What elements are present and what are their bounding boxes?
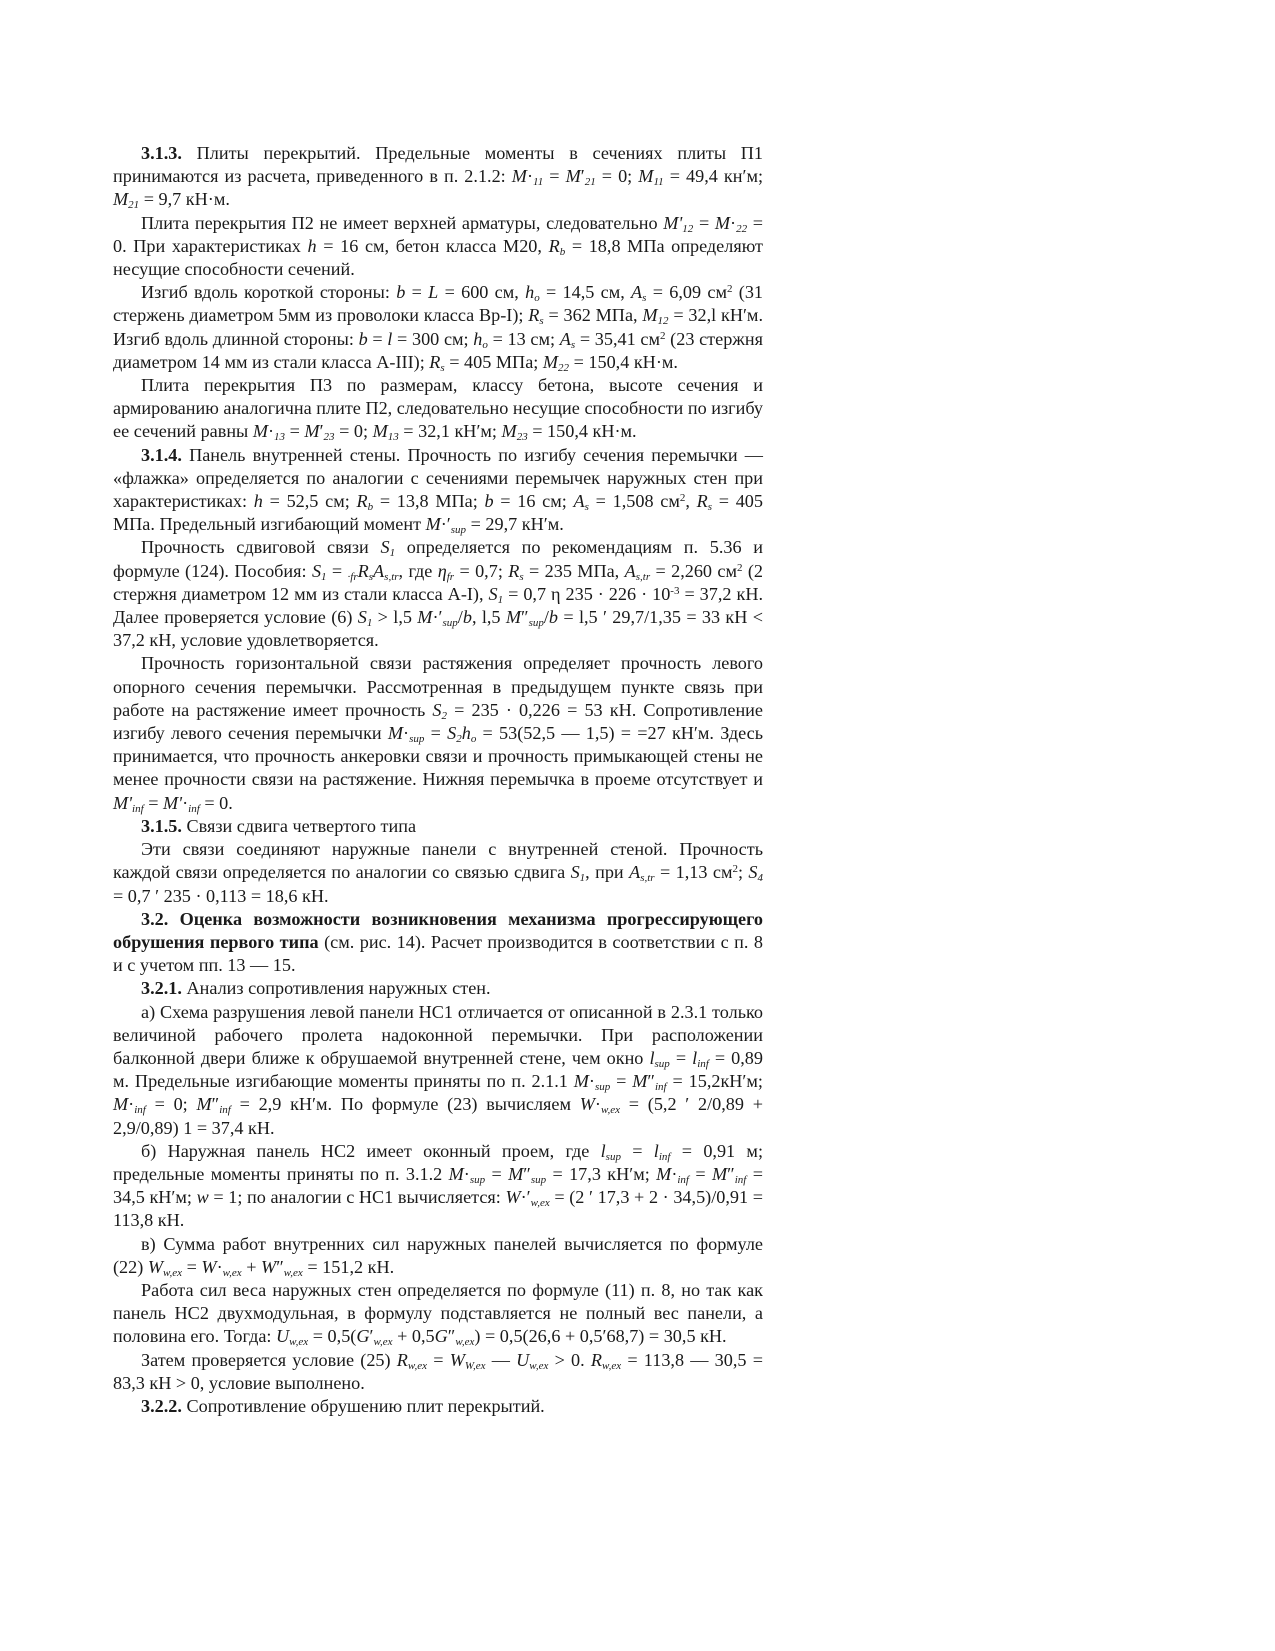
section-number: 3.1.3.	[141, 143, 182, 163]
paragraph-condition-25: Затем проверяется условие (25) $R_{w,ex} = W_{W,ex}$ — $U_{w,ex} > 0$. $R_{w,ex} = 113,8$ — 30,5 = 83,3 кН > 0, условие выполнено.	[113, 1349, 763, 1393]
paragraph-weight-work: Работа сил веса наружных стен определяется по формуле (11) п. 8, но так как панель НС2 двухмодульная, в формулу подставляется не полный вес панели, а половина его. Тогда: $U_{w,ex} = 0,5(G'_{w,ex} + 0,5G''_{w,ex}) = 0,5(26,6 + 0,5'68,7) = 30,5$ кН.	[113, 1279, 763, 1349]
paragraph-3-2-2: 3.2.2. Сопротивление обрушению плит перекрытий.	[141, 1395, 545, 1416]
paragraph-tension-link: Прочность горизонтальной связи растяжения определяет прочность левого опорного сечения перемычки. Рассмотренная в предыдущем пункте связь при работе на растяжение имеет прочность $S_2 = 235 \cdot 0,226 = 53$ кН. Сопротивление изгибу левого сечения перемычки $M\cdot_{sup} = S_2h_o = 53(52,5$ — 1,5) = =27 кН′м. Здесь принимается, что прочность анкеровки связи и прочность примыкающей стены не менее прочности связи на растяжение. Нижняя перемычка в проеме отсутствует и $M'_{inf} = M'\cdot_{inf} = 0$.	[113, 653, 763, 815]
section-number: 3.2.2.	[141, 1395, 182, 1416]
section-heading-3-2: 3.2. Оценка возможности возникновения механизма прогрессирующего обрушения первого типа	[113, 908, 763, 952]
document-page	[113, 142, 763, 1418]
paragraph-3-1-4: 3.1.4. Панель внутренней стены. Прочность по изгибу сечения перемычки — «флажка» определяется по аналогии с сечениями перемычек наружных стен при характеристиках: h = 52,5 см; $R_b = 13,8$ МПа; b = 16 см; $A_s = 1,508$ $см^2$, $R_s = 405$ МПа. Предельный изгибающий момент $M\cdot'_{sup} = 29,7$ кН′м.	[113, 444, 763, 537]
section-number: 3.2.1.	[141, 978, 182, 999]
paragraph-3-1-5: 3.1.5. Связи сдвига четвертого типа	[141, 815, 417, 836]
paragraph-slab-p2: Плита перекрытия П2 не имеет верхней арматуры, следовательно $M'_{12} = M\cdot_{22} = 0$. При характеристиках h = 16 см, бетон класса М20, $R_b = 18,8$ МПа определяют несущие способности сечений.	[113, 212, 763, 280]
paragraph-3-2-1: 3.2.1. Анализ сопротивления наружных стен.	[141, 978, 491, 999]
paragraph-shear-link-s1: Прочность сдвиговой связи $S_1$ определяется по рекомендациям п. 5.36 и формуле (124). Пособия: $S_1 = _{\cdot fr}R_sA_{s,tr}$, где $\eta_{fr} = 0,7$; $R_s = 235$ МПа, $A_{s,tr} = 2,260$ $см^2$ (2 стержня диаметром 12 мм из стали класса А-I), $S_1 = 0,7$ η $235 \cdot 226 \cdot 10^{-3} = 37,2$ кН. Далее проверяется условие (6) $S_1 > l,5$ $M\cdot'_{sup}/b$, l,5 $M''_{sup}/b = l,5$ ′ 29,7/1,35 = 33 кН < 37,2 кН, условие удовлетворяется.	[113, 537, 764, 651]
paragraph-3-2: 3.2. Оценка возможности возникновения механизма прогрессирующего обрушения первого типа (см. рис. 14). Расчет производится в соответствии с п. 8 и с учетом пп. 13 — 15.	[113, 908, 763, 976]
paragraph-bending-short-side: Изгиб вдоль короткой стороны: b = L = 600 см, $h_o = 14,5$ см, $A_s = 6,09$ $см^2$ (31 стержень диаметром 5мм из проволоки класса Вр-I); $R_s = 362$ МПа, $M_{12} = 32,l$ кН′м. Изгиб вдоль длинной стороны: b = l = 300 см; $h_o = 13$ см; $A_s = 35,41$ $см^2$ (23 стержня диаметром 14 мм из стали класса А-III); $R_s = 405$ МПа; $M_{22} = 150,4$ кН·м.	[113, 282, 764, 374]
section-number: 3.1.4.	[141, 444, 182, 465]
paragraph-3-1-3: 3.1.3. Плиты перекрытий. Предельные моменты в сечениях плиты П1 принимаются из расчета, приведенного в п. 2.1.2: $M\cdot_{11} = M'_{21} = 0$; $M_{11} = 49,4$ кн′м; $M_{21} = 9,7$ кН·м.	[113, 143, 764, 212]
paragraph-item-b: б) Наружная панель НС2 имеет оконный проем, где $l_{sup} = l_{inf} = 0,91$ м; предельные моменты приняты по п. 3.1.2 $M\cdot_{sup} = M''_{sup} = 17,3$ кН′м; $M\cdot_{inf} = M''_{inf} = 34,5$ кН′м; w = 1; по аналогии с НС1 вычисляется: $W\cdot'_{w,ex} = (2$ ′ 17,3 + 2 · 34,5)/0,91 = 113,8 кН.	[113, 1140, 763, 1231]
section-number: 3.1.5.	[141, 815, 182, 836]
paragraph-slab-p3: Плита перекрытия П3 по размерам, классу бетона, высоте сечения и армированию аналогична плите П2, следовательно несущие способности по изгибу ее сечений равны $M\cdot_{13} = M'_{23} = 0$; $M_{13} = 32,1$ кН′м; $M_{23} = 150,4$ кН·м.	[113, 375, 763, 444]
paragraph-item-a: а) Схема разрушения левой панели НС1 отличается от описанной в 2.3.1 только величиной рабочего пролета надоконной перемычки. При расположении балконной двери ближе к обрушаемой внутренней стене, чем окно $l_{sup} = l_{inf} = 0,89$ м. Предельные изгибающие моменты приняты по п. 2.1.1 $M\cdot_{sup} = M''_{inf} = 15,2кН'м$; $M\cdot_{inf} = 0$; $M''_{inf} = 2,9$ кН′м. По формуле (23) вычисляем $W\cdot_{w,ex} = (5,2$ ′ 2/0,89 + 2,9/0,89) 1 = 37,4 кН.	[113, 1001, 763, 1138]
paragraph-shear-link-s4: Эти связи соединяют наружные панели с внутренней стеной. Прочность каждой связи определяется по аналогии со связью сдвига $S_1$, при $A_{s,tr} = 1,13$ $см^2$; $S_4 = 0,7$ ′ 235 · 0,113 = 18,6 кН.	[113, 839, 764, 906]
paragraph-item-v: в) Сумма работ внутренних сил наружных панелей вычисляется по формуле (22) $W_{w,ex} = W\cdot_{w,ex} + W''_{w,ex} = 151,2$ кН.	[113, 1233, 763, 1279]
